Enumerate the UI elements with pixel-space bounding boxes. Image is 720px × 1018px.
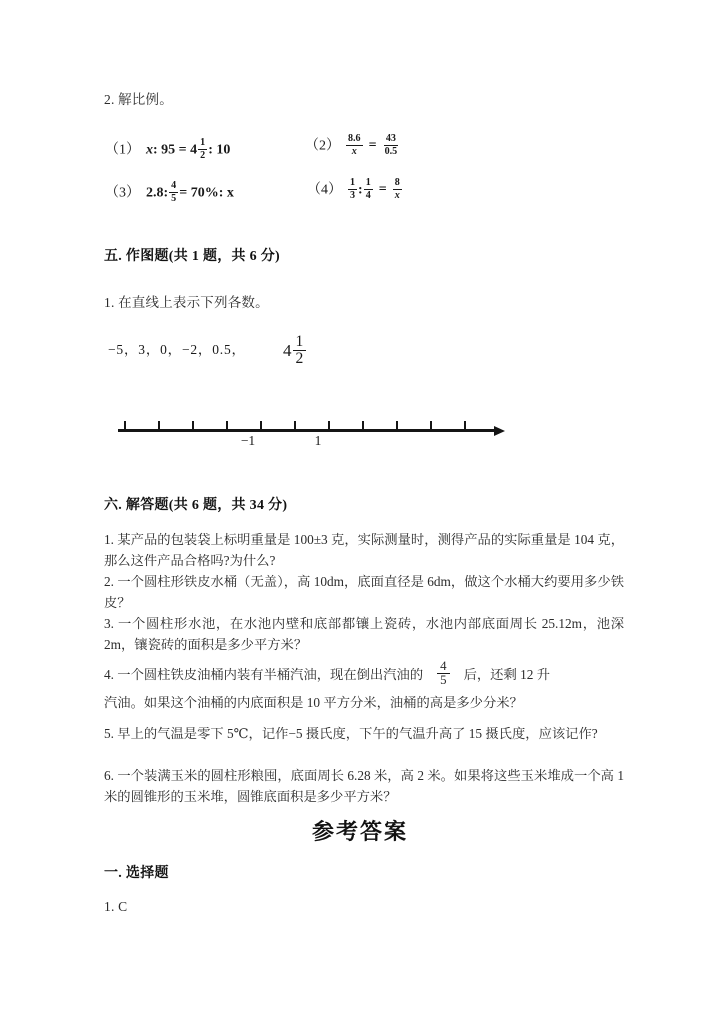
axis-tick: [362, 421, 364, 430]
answer-key-section-heading: 一. 选择题: [104, 866, 169, 881]
proportion-prompt: 2. 解比例。: [104, 92, 173, 107]
fraction-denominator: x: [351, 146, 357, 158]
axis-tick: [124, 421, 126, 430]
fraction-numerator: 1: [348, 178, 357, 191]
number-line-diagram: [0, 400, 720, 460]
axis-tick: [294, 421, 296, 430]
section-six-question-4-line2: 汽油。如果这个油桶的内底面积是 10 平方分米，油桶的高是多少分米？: [104, 695, 523, 710]
equation-1-label: （1）: [105, 142, 140, 158]
mixed-fraction: [293, 334, 307, 368]
axis-tick: [192, 421, 194, 430]
axis-tick: [430, 421, 432, 430]
axis-tick: [158, 421, 160, 430]
fraction-denominator: 4: [365, 190, 371, 202]
equation-1-tail: : 10: [208, 142, 231, 158]
fraction-denominator: 2: [200, 150, 206, 162]
equation-4-colon: :: [358, 182, 363, 198]
equation-2: [305, 134, 400, 158]
equation-2-equals: =: [368, 138, 377, 154]
fraction-numerator: 4: [437, 660, 449, 675]
section-six-question-3: 3. 一个圆柱形水池，在水池内壁和底部都镶上瓷砖，水池内部底面周长 25.12m，池深 2m，镶瓷砖的面积是多少平方米？: [104, 616, 624, 652]
fraction-denominator: 0.5: [384, 146, 398, 158]
section-six-question-6: 6. 一个装满玉米的圆柱形粮囤，底面周长 6.28 米，高 2 米。如果将这些玉米堆成一个高 1 米的圆锥形的玉米堆，圆锥底面积是多少平方米？: [104, 768, 624, 804]
question-4-suffix: 后，还剩 12 升: [463, 666, 550, 682]
equation-3-fraction: [169, 181, 178, 205]
axis-tick: [226, 421, 228, 430]
equation-1-fraction: [198, 138, 207, 162]
equation-4-equals: =: [378, 182, 387, 198]
fraction-numerator: 4: [169, 181, 178, 194]
fraction-numerator: 1: [198, 138, 207, 151]
axis-tick: [260, 421, 262, 430]
equation-4-label: （4）: [307, 182, 342, 198]
axis-tick: [464, 421, 466, 430]
equation-4-fraction-3: [393, 178, 402, 202]
fraction-denominator: x: [394, 190, 400, 202]
equation-2-fraction-left: [346, 134, 363, 158]
section-six-question-1: 1. 某产品的包装袋上标明重量是 100±3 克，实际测量时，测得产品的实际重量是 104 克，那么这件产品合格吗?为什么?: [104, 532, 624, 568]
equation-1-mid: : 95 = 4: [153, 142, 198, 158]
answer-key-title: 参考答案: [311, 819, 408, 845]
equation-3-tail: = 70%: x: [179, 185, 234, 201]
equation-4-fraction-2: [364, 178, 373, 202]
fraction-denominator: 2: [295, 349, 304, 367]
question-4-prefix: 4. 一个圆柱铁皮油桶内装有半桶汽油，现在倒出汽油的: [104, 666, 424, 682]
fraction-denominator: 3: [350, 190, 356, 202]
equation-3-lead: 2.8:: [146, 185, 169, 201]
number-list: −5，3，0，−2，0.5，: [108, 342, 246, 357]
equation-1: [105, 138, 230, 162]
axis-label-positive-one: 1: [314, 433, 322, 448]
equation-2-label: （2）: [305, 138, 340, 154]
fraction-numerator: 43: [384, 134, 398, 147]
number-line-axis: [118, 429, 496, 432]
section-six-question-5: 5. 早上的气温是零下 5℃，记作−5 摄氏度，下午的气温升高了 15 摄氏度，应该记作?: [104, 726, 598, 741]
fraction-numerator: 8: [393, 178, 402, 191]
mixed-number-four-and-half: [283, 334, 307, 368]
equation-1-lead: x: [146, 142, 153, 158]
number-line-arrow-icon: [494, 426, 505, 436]
answer-key-item-1: 1. C: [104, 899, 128, 914]
fraction-denominator: 5: [171, 193, 177, 205]
equation-4: [307, 178, 403, 202]
section-six-question-2: 2. 一个圆柱形铁皮水桶（无盖），高 10dm，底面直径是 6dm，做这个水桶大约要用多少铁皮？: [104, 574, 624, 610]
section-five-question: 1. 在直线上表示下列各数。: [104, 295, 269, 310]
equation-4-fraction-1: [348, 178, 357, 202]
section-five-heading: 五. 作图题(共 1 题，共 6 分): [104, 249, 281, 264]
section-six-heading: 六. 解答题(共 6 题，共 34 分): [104, 498, 288, 513]
fraction-numerator: 8.6: [346, 134, 363, 147]
equation-3-label: （3）: [105, 185, 140, 201]
axis-tick: [328, 421, 330, 430]
section-six-question-4: [104, 660, 634, 688]
axis-tick: [396, 421, 398, 430]
equation-2-fraction-right: [383, 134, 400, 158]
question-4-fraction: [437, 660, 449, 688]
fraction-denominator: 5: [440, 673, 447, 688]
mixed-whole: 4: [283, 340, 292, 360]
fraction-numerator: 1: [364, 178, 373, 191]
equation-3: [105, 181, 234, 205]
axis-label-negative-one: −1: [240, 433, 256, 448]
fraction-numerator: 1: [293, 334, 307, 351]
